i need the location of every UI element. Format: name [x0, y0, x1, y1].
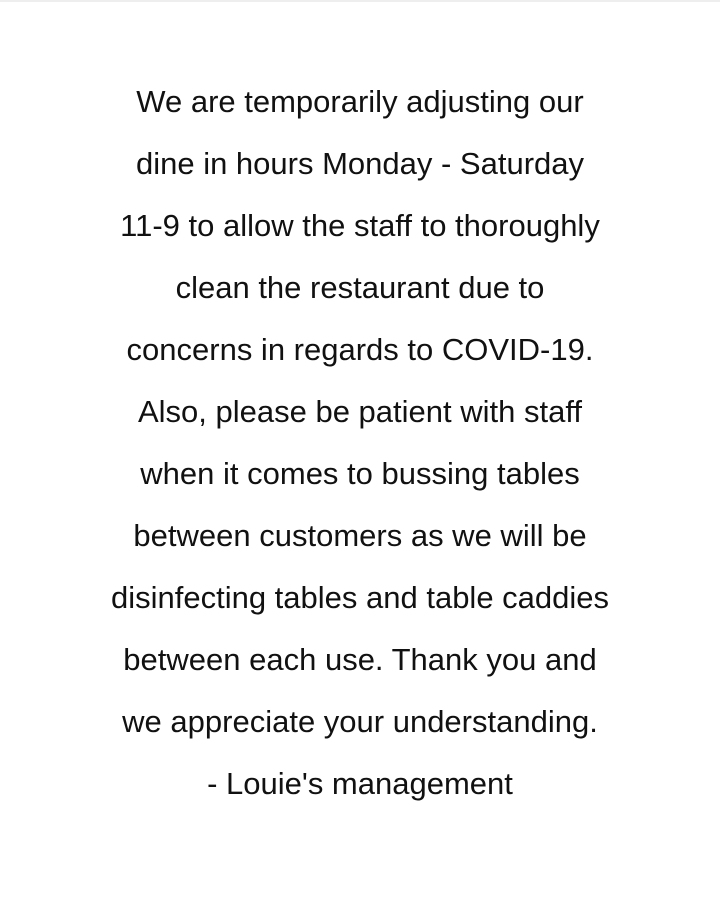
signature: - Louie's management	[207, 766, 513, 801]
notice-line: we appreciate your understanding.	[122, 704, 598, 739]
notice-line: disinfecting tables and table caddies	[110, 580, 610, 615]
notice-line: between each use. Thank you and	[123, 642, 597, 677]
notice-line: We are temporarily adjusting our	[136, 84, 584, 119]
notice-line: between customers as we will be	[133, 518, 587, 553]
notice-line: 11-9 to allow the staff to thoroughly	[120, 208, 600, 243]
notice-line: when it comes to bussing tables	[140, 456, 580, 491]
notice-line: dine in hours Monday - Saturday	[135, 146, 585, 181]
notice-line: concerns in regards to COVID-19.	[126, 332, 594, 367]
notice-line: clean the restaurant due to	[175, 270, 545, 305]
notice-text	[0, 71, 720, 815]
notice-line: Also, please be patient with staff	[137, 394, 583, 429]
top-divider	[0, 0, 720, 2]
